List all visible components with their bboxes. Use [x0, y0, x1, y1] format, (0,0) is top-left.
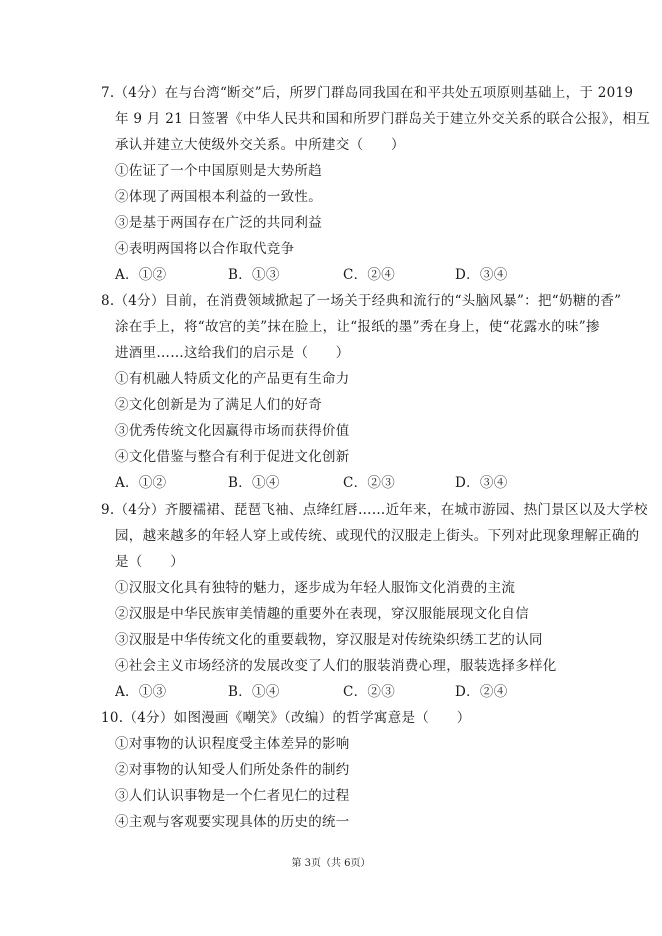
q9-statement-2: ②汉服是中华民族审美情趣的重要外在表现，穿汉服能展现文化自信 [115, 606, 529, 622]
q9-stem-line-3: 是（ ） [115, 554, 184, 570]
q9-options [0, 681, 662, 703]
q9-statement-4: ④社会主义市场经济的发展改变了人们的服装消费心理，服装选择多样化 [115, 658, 557, 674]
q10-statement-4: ④主观与客观要实现具体的历史的统一 [115, 814, 350, 830]
q7-statement-2: ②体现了两国根本利益的一致性。 [115, 189, 322, 205]
q10-stem-line-1: 10.（4分）如图漫画《嘲笑》（改编）的哲学寓意是（ ） [101, 710, 471, 726]
q8-options [0, 472, 662, 494]
option-d: D．②④ [455, 684, 508, 700]
option-c: C．②④ [343, 267, 396, 283]
q7-statement-1: ①佐证了一个中国原则是大势所趋 [115, 163, 322, 179]
option-d: D．③④ [455, 267, 508, 283]
q7-options [0, 264, 662, 286]
q8-statement-2: ②文化创新是为了满足人们的好奇 [115, 397, 322, 413]
option-c: C．②③ [343, 475, 396, 491]
q8-statement-1: ①有机融人特质文化的产品更有生命力 [115, 371, 350, 387]
q8-stem-line-2: 涂在手上，将“故宫的美”抹在脸上，让“报纸的墨”秀在身上，使“花露水的味”掺 [115, 319, 600, 335]
page-footer: 第 3页（共 6页） [291, 858, 371, 869]
option-b: B．①③ [228, 267, 280, 283]
q7-stem-line-2: 年 9 月 21 日签署《中华人民共和国和所罗门群岛关于建立外交关系的联合公报》，相互 [115, 111, 651, 127]
option-b: B．①④ [228, 475, 280, 491]
q10-statement-1: ①对事物的认识程度受主体差异的影响 [115, 736, 350, 752]
q8-stem-line-1: 8.（4分）目前，在消费领域掀起了一场关于经典和流行的“头脑风暴”：把“奶糖的香” [101, 293, 622, 309]
q7-statement-4: ④表明两国将以合作取代竞争 [115, 241, 295, 257]
q10-statement-2: ②对事物的认知受人们所处条件的制约 [115, 762, 350, 778]
q7-stem-line-1: 7.（4分）在与台湾“断交”后，所罗门群岛同我国在和平共处五项原则基础上，于 2019 [101, 85, 634, 101]
q9-stem-line-2: 园，越来越多的年轻人穿上或传统、或现代的汉服走上街头。下列对此现象理解正确的 [115, 528, 640, 544]
q8-statement-3: ③优秀传统文化因赢得市场而获得价值 [115, 423, 350, 439]
option-d: D．③④ [455, 475, 508, 491]
q7-statement-3: ③是基于两国存在广泛的共同利益 [115, 215, 322, 231]
q9-stem-line-1: 9.（4分）齐腰襦裙、琵琶飞袖、点绛红唇……近年来，在城市游园、热门景区以及大学校 [101, 502, 648, 518]
q7-stem-line-3: 承认并建立大使级外交关系。中所建交（ ） [115, 137, 405, 153]
q8-stem-line-3: 进酒里……这给我们的启示是（ ） [115, 345, 350, 361]
option-b: B．①④ [228, 684, 280, 700]
q8-statement-4: ④文化借鉴与整合有利于促进文化创新 [115, 449, 350, 465]
q9-statement-1: ①汉服文化具有独特的魅力，逐步成为年轻人服饰文化消费的主流 [115, 580, 516, 596]
option-a: A．①② [115, 475, 167, 491]
q10-statement-3: ③人们认识事物是一个仁者见仁的过程 [115, 788, 350, 804]
option-a: A．①③ [115, 684, 167, 700]
option-a: A．①② [115, 267, 167, 283]
option-c: C．②③ [343, 684, 396, 700]
q9-statement-3: ③汉服是中华传统文化的重要载物，穿汉服是对传统染织绣工艺的认同 [115, 632, 543, 648]
